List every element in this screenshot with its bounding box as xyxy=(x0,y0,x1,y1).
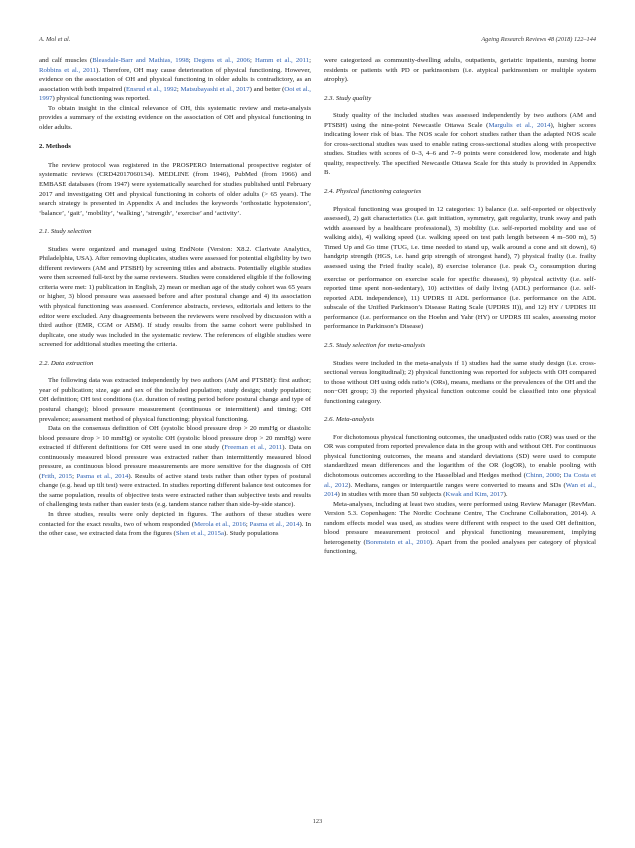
intro-paragraph-2: To obtain insight in the clinical relevance of OH, this systematic review and meta-analysis provides a summary of the existing evidence on the association of OH and physical functioning in older adults. xyxy=(39,104,311,131)
right-column xyxy=(324,56,596,557)
text-run: ). Data on continuously measured blood pressure was extracted rather than intermittently measured blood pressure, as continuous blood pressure measurements are more sensitive for the diagnosis of OH ( xyxy=(39,444,311,480)
text-run: In three studies, results were only depicted in figures. The authors of these studies were contacted for the exact results, two of whom responded ( xyxy=(39,510,311,528)
text-run: ). xyxy=(503,491,508,499)
citation-link[interactable]: Matsubayashi et al., 2017 xyxy=(180,85,250,93)
study-selection-paragraph: Studies were organized and managed using EndNote (Version: X8.2. Clarivate Analytics, Philadelphia, USA). After removing duplicates, studies were assessed for potential eligibility by two different reviewers (AM and PTSBH) by screening titles and abstracts. Potentially eligible studies were then screened full-text by the same reviewers. Studies were considered eligible if the following criteria were met: 1) publication in English, 2) mean or median age of the study cohort was 65 years or higher, 3) blood pressure was assessed before and after postural change and 4) its association with physical functioning was assessed. Conference abstracts, reviews, editorials and letters to the editor were excluded. Any disagreements between the reviewers were resolved by discussion with a third author (EMR, CGM or ABM). If study results from the same cohort were published in duplicate, one study was included in the systematic review. The references of eligible studies were screened for additional studies meeting the criteria. xyxy=(39,245,311,349)
citation-link[interactable]: Bleasdale-Barr and Mathias, 1998 xyxy=(92,57,189,64)
running-header-journal: Ageing Research Reviews 48 (2018) 122–144 xyxy=(481,36,596,43)
citation-link[interactable]: Pasma et al., 2014 xyxy=(76,472,129,480)
citation-link[interactable]: Hamm et al., 2011 xyxy=(254,57,310,64)
section-heading-methods: 2. Methods xyxy=(39,143,71,151)
text-run: ). Results of active stand tests rather than other types of postural change (e.g. head up tilt test) were extracted. In studies reporting different balance test outcomes for the same population, results of objective tests were extracted rather than subjective tests and results of challenging tests rather than easier tests (e.g. tandem stance rather than side-by-side stance). xyxy=(39,472,311,509)
data-extraction-paragraph-1: The following data was extracted independently by two authors (AM and PTSBH): first author; year of publication; size, age and sex of the included population; study design; study population; OH definition; OH test conditions (i.e. duration of resting period before postural change and type of postural change); blood pressure measurement (continuous or intermittent) and timing; OH prevalence; assessment method of physical functioning; physical functioning. xyxy=(39,377,311,423)
citation-link[interactable]: Margulis et al., 2014 xyxy=(488,121,551,129)
subsection-heading-physical-functioning: 2.4. Physical functioning categories xyxy=(324,188,422,196)
text-run: ; xyxy=(249,57,255,64)
text-run: For dichotomous physical functioning outcomes, the unadjusted odds ratio (OR) was used or the OR was computed from reported prevalence data in the group with and without OH. For continuous physical functioning outcomes, the means and standard deviations (SD) were used to compute standardized mean differences and the logarithm of the OR (logOR), to enable pooling with dichotomous outcomes according to the Hasselblad and Hedges method ( xyxy=(324,433,596,480)
o2-subscript: 2 xyxy=(534,266,537,273)
citation-link[interactable]: Frith, 2015 xyxy=(41,472,73,480)
text-run: ; xyxy=(309,57,311,64)
citation-link[interactable]: Robbins et al., 2011 xyxy=(39,66,97,74)
meta-analysis-paragraph-2 xyxy=(324,500,596,557)
subsection-heading-meta-analysis: 2.6. Meta-analysis xyxy=(324,416,375,424)
citation-link[interactable]: Da Costa et al., 2012 xyxy=(324,472,596,489)
text-run: ) in studies with more than 50 subjects ( xyxy=(337,491,446,499)
continued-paragraph: were categorized as community-dwelling adults, outpatients, geriatric inpatients, nursing home residents or patients with PD or parkinsonism (i.e. atypical parkinsonism or multiple system atrophy). xyxy=(324,57,596,84)
data-extraction-paragraph-3 xyxy=(39,510,311,539)
text-run: ; xyxy=(559,472,564,480)
text-run: ; xyxy=(188,57,194,64)
physical-functioning-paragraph xyxy=(324,205,596,332)
citation-link[interactable]: Shen et al., 2015a xyxy=(175,530,224,538)
text-run: ). Medians, ranges or interquartile ranges were converted to means and SDs ( xyxy=(348,481,566,489)
citation-link[interactable]: Wan et al., 2014 xyxy=(324,481,596,499)
study-quality-paragraph xyxy=(324,111,596,178)
text-run: Study quality of the included studies was assessed independently by two authors (AM and PTSBH) using the nine-point Newcastle Ottawa Scale ( xyxy=(324,112,596,129)
data-extraction-paragraph-2 xyxy=(39,424,311,510)
citation-link[interactable]: Ooi et al., 1997 xyxy=(39,85,311,103)
citation-link[interactable]: Freeman et al., 2011 xyxy=(224,444,283,452)
subsection-heading-study-quality: 2.3. Study quality xyxy=(324,94,372,102)
text-run: Meta-analyses, including at least two studies, were performed using Review Manager (RevMan. Version 5.3. Copenhagen: The Nordic Cochrane Centre, The Cochrane Collaboration, 2014). A random effects model was used, as studies were different with respect to the used OH definition, blood pressure measurement protocol and physical functioning measurement, implying heterogeneity ( xyxy=(324,500,596,546)
text-run: ) and better ( xyxy=(249,85,285,93)
text-run: ) physical functioning was reported. xyxy=(52,95,150,103)
citation-link[interactable]: Pasma et al., 2014 xyxy=(249,520,300,528)
citation-link[interactable]: Merola et al., 2016 xyxy=(194,520,246,528)
text-run: ), higher scores indicating lower risk of bias. The NOS scale for cohort studies rather than the adapted NOS scale for cross-sectional studies was used to enable rating cross-sectional studies along with prospective studies. Studies with scores of 0–3, 4–6 and 7–9 points were considered low, moderate and high quality, respectively. The specified Newcastle Ottawa Scale for this study is provided in Appendix B. xyxy=(324,121,597,177)
subsection-heading-meta-selection: 2.5. Study selection for meta-analysis xyxy=(324,342,426,350)
page-number: 123 xyxy=(312,818,323,825)
running-header-authors: A. Mol et al. xyxy=(39,36,71,43)
intro-paragraph-1 xyxy=(39,56,311,104)
text-run: ). Apart from the pooled analyses per category of physical functioning, xyxy=(324,538,597,556)
subsection-heading-study-selection: 2.1. Study selection xyxy=(39,228,92,236)
methods-paragraph-1: The review protocol was registered in the PROSPERO International prospective register of systematic reviews (CRD42017060134). MEDLINE (from 1946), PubMed (from 1966) and EMBASE databases (from 1947) were systematically searched for studies published until February 2017 and investigating OH and physical functioning in cohorts of older adults (> 65 years). The search strategy is presented in Appendix A and includes the keywords ‘orthostatic hypotension’, ‘balance’, ‘gait’, ‘mobility’, ‘walking’, ‘strength’, ‘exercise’ and ‘activity’. xyxy=(39,161,311,217)
text-run: ; xyxy=(245,520,250,528)
text-run: Data on the consensus definition of OH (systolic blood pressure drop > 20 mmHg or diastolic blood pressure drop > 10 mmHg) or systolic OH (systolic blood pressure drop > 20 mmHg) were extracted if different definitions for OH were used in one study ( xyxy=(39,425,311,452)
physical-functioning-text-b: consumption during exercise or performance on exercise scale for specific diseases), 9) physical activity (i.e. self-reported time spent non-sedentary), 10) activities of daily living (ADL) performance (i.e. self-reported ADL independence), 11) UPDRS II ADL performance (i.e. performance on the ADL subscale of the Unified Parkinson’s Disease Rating Scale (UPDRS II)), and 12) HY / UPDRS III performance (i.e. performance on the Hoehn and Yahr (HY) or UPDRS III scales, assessing motor performance in Parkinson’s Disease) xyxy=(324,262,596,331)
text-run: and calf muscles ( xyxy=(39,57,93,64)
subsection-heading-data-extraction: 2.2. Data extraction xyxy=(39,359,94,367)
physical-functioning-text-a: Physical functioning was grouped in 12 categories: 1) balance (i.e. self-reported or objectively assessed), 2) gait characteristics (i.e. gait initiation, symmetry, gait regularity, trunk sway and path width assessed by a healthcare professional), 3) mobility (i.e. self-reported mobility and use of walking aids), 4) walking speed (i.e. walking speed on test path length between 4 m–500 m), 5) Timed Up and Go time (TUG, i.e. time needed to stand up, walk around a cone and sit down), 6) handgrip strength (HGS, i.e. hand grip strength of strongest hand), 7) physical frailty (i.e. frailty assessed using the Fried frailty scale), 8) exercise tolerance (i.e. peak O xyxy=(324,205,596,270)
text-run: ). Study populations xyxy=(224,530,279,538)
citation-link[interactable]: Borenstein et al., 2010 xyxy=(365,538,430,546)
text-run: ; xyxy=(72,472,77,480)
citation-link[interactable]: Chinn, 2000 xyxy=(525,472,560,480)
left-column xyxy=(39,56,311,539)
citation-link[interactable]: Ensrud et al., 1992 xyxy=(126,85,177,93)
citation-link[interactable]: Kwak and Kim, 2017 xyxy=(445,491,504,499)
text-run: ). In the other case, we extracted data from the figures ( xyxy=(39,520,311,538)
citation-link[interactable]: Degens et al., 2006 xyxy=(193,57,250,64)
meta-selection-paragraph: Studies were included in the meta-analysis if 1) studies had the same study design (i.e. cross-sectional versus longitudinal); 2) physical functioning was reported for subjects with OH compared to those without OH using odds ratio’s (ORs), means, medians or the prevalences of the OH and the non−OH group; 3) the reported physical function outcome could be classified into one physical functioning category. xyxy=(324,359,596,405)
text-run: ). Therefore, OH may cause deterioration of physical functioning. However, evidence on the association of OH and physical functioning in older adults is contradictory, as an association with both impaired ( xyxy=(39,66,311,93)
text-run: ; xyxy=(176,85,181,93)
meta-analysis-paragraph-1 xyxy=(324,433,596,500)
